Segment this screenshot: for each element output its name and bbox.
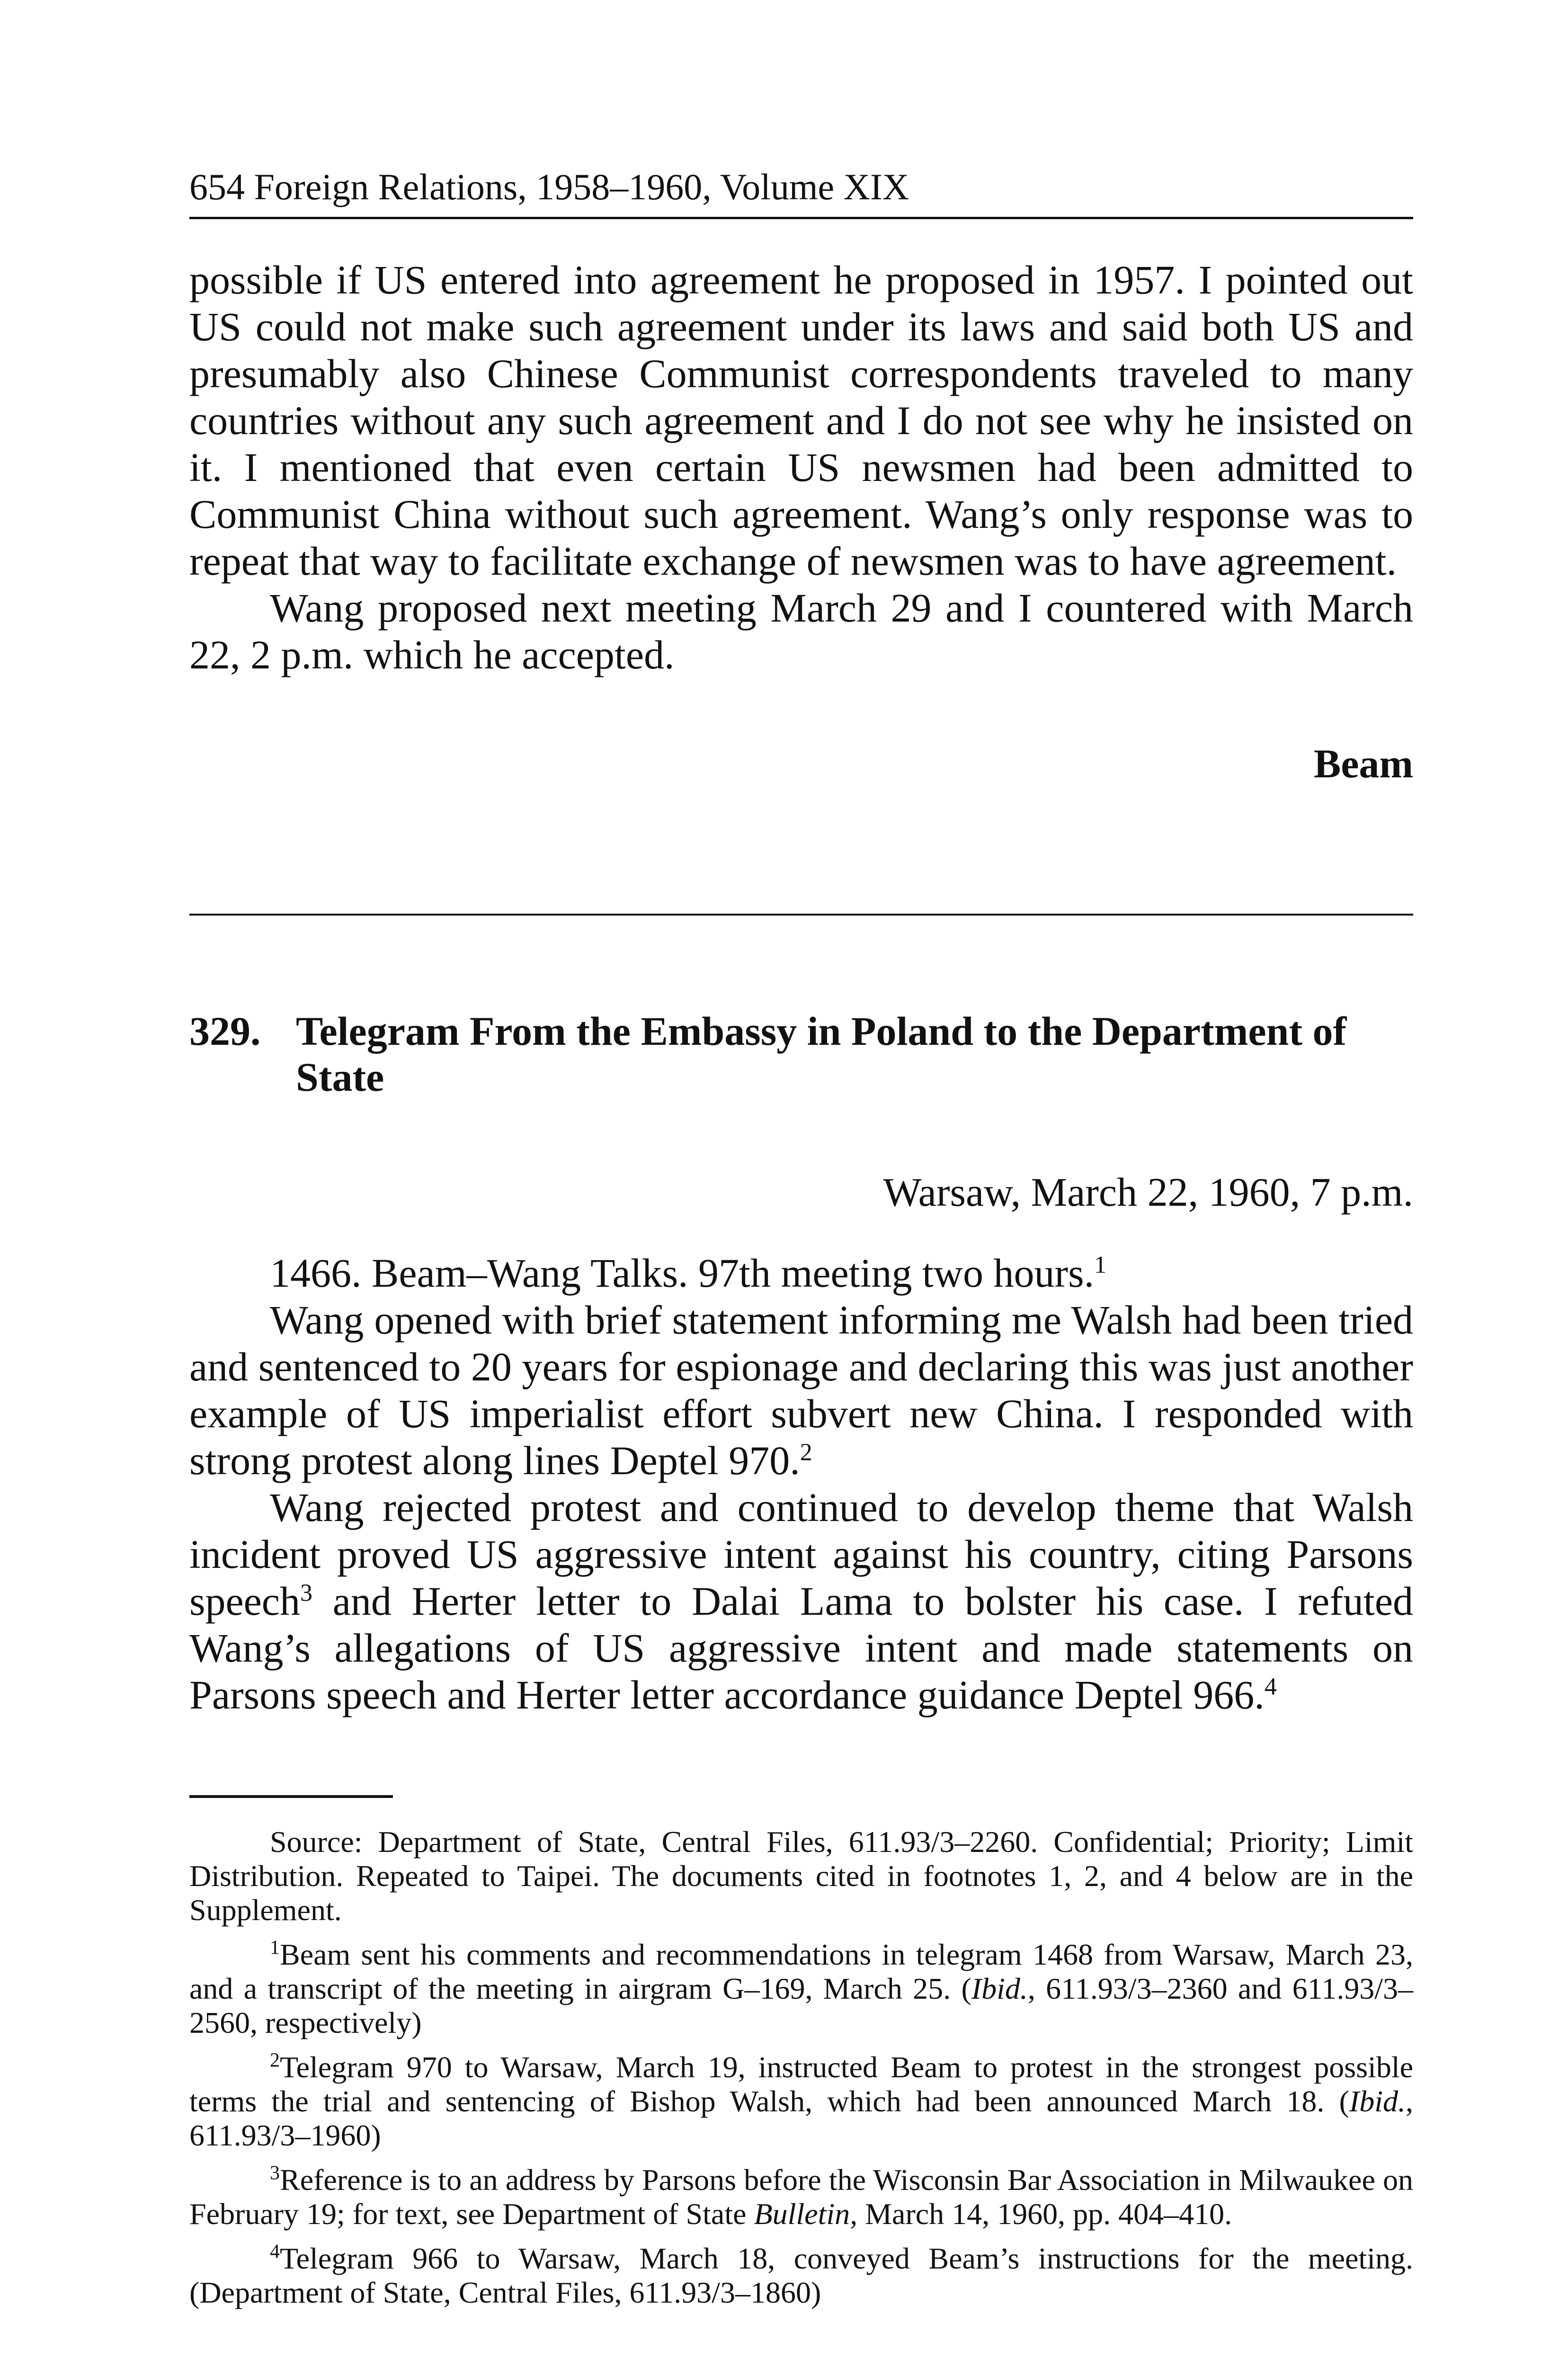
- telegram-paragraph-3: [189, 1484, 1413, 1718]
- continued-paragraph-1: possible if US entered into agreement he proposed in 1957. I pointed out US could not make such agreement under its laws and said both US and presumably also Chinese Communist correspondents traveled to many countries without any such agreement and I do not see why he insisted on it. I mentioned that even certain US newsmen had been admitted to Communist China without such agreement. Wang’s only response was to repeat that way to facilitate exchange of newsmen was to have agreement.: [189, 257, 1413, 584]
- footnote-ref-1: 1: [1094, 1251, 1107, 1279]
- footnote-2-mark: 2: [270, 2049, 280, 2072]
- footnote-4-mark: 4: [270, 2241, 280, 2263]
- footnote-2-text-a: Telegram 970 to Warsaw, March 19, instructed Beam to protest in the strongest possible terms the trial and sentencing of Bishop Walsh, which had been announced March 18. (: [189, 2050, 1413, 2118]
- footnote-ref-2: 2: [800, 1439, 812, 1466]
- continued-text: [189, 257, 1413, 678]
- footnote-4-text: Telegram 966 to Warsaw, March 18, conveyed Beam’s instructions for the meeting. (Department of State, Central Files, 611.93/3–1860): [189, 2242, 1413, 2309]
- footnote-ref-3: 3: [300, 1579, 312, 1607]
- source-note: Source: Department of State, Central Files, 611.93/3–2260. Confidential; Priority; Limit Distribution. Repeated to Taipei. The documents cited in footnotes 1, 2, and 4 below are in the Supplement.: [189, 1825, 1413, 1927]
- signature: Beam: [1313, 741, 1413, 786]
- footnote-3: [189, 2163, 1413, 2231]
- continued-paragraph-2: Wang proposed next meeting March 29 and I countered with March 22, 2 p.m. which he accepted.: [189, 585, 1413, 677]
- footnote-rule: [189, 1795, 393, 1798]
- footnote-3-mark: 3: [270, 2162, 280, 2184]
- footnote-3-text-a: Reference is to an address by Parsons before the Wisconsin Bar Association in Milwaukee on February 19; for text, see Department of State: [189, 2163, 1413, 2231]
- telegram-paragraph-1: [189, 1250, 1413, 1297]
- footnote-1-text-a: Beam sent his comments and recommendations in telegram 1468 from Warsaw, March 23, and a transcript of the meeting in airgram G–169, March 25. (: [189, 1938, 1413, 2005]
- footnote-2-ibid: Ibid.: [1349, 2084, 1406, 2118]
- document-number: 329.: [189, 1008, 261, 1054]
- footnote-2-text-b: , 611.93/3–1960): [189, 2084, 1413, 2152]
- telegram-body: [189, 1250, 1413, 1718]
- telegram-paragraph-3-text-b: and Herter letter to Dalai Lama to bolster his case. I refuted Wang’s allegations of US aggressive intent and made statements on Parsons speech and Herter letter accordance guidance Deptel 966.: [189, 1578, 1413, 1717]
- telegram-paragraph-1-text: 1466. Beam–Wang Talks. 97th meeting two hours.: [270, 1250, 1095, 1296]
- footnotes: [189, 1825, 1413, 2320]
- footnote-1-text-b: , 611.93/3–2360 and 611.93/3–2560, respectively): [189, 1972, 1414, 2039]
- running-head: 654 Foreign Relations, 1958–1960, Volume XIX: [189, 166, 909, 207]
- telegram-paragraph-2: [189, 1297, 1413, 1484]
- footnote-3-bulletin: Bulletin,: [754, 2197, 858, 2231]
- document-heading: [189, 1008, 1413, 1100]
- footnote-1-mark: 1: [270, 1937, 280, 1959]
- telegram-paragraph-2-text: Wang opened with brief statement informing me Walsh had been tried and sentenced to 20 years for espionage and declaring this was just another example of US imperialist effort subvert new China. I responded with strong protest along lines Deptel 970.: [189, 1297, 1413, 1483]
- dateline: Warsaw, March 22, 1960, 7 p.m.: [883, 1169, 1413, 1215]
- section-rule: [189, 914, 1413, 916]
- footnote-4: [189, 2242, 1413, 2310]
- telegram-paragraph-3-text-a: Wang rejected protest and continued to develop theme that Walsh incident proved US aggressive intent against his country, citing Parsons speech: [189, 1485, 1413, 1624]
- footnote-ref-4: 4: [1264, 1673, 1277, 1700]
- footnote-3-text-b: March 14, 1960, pp. 404–410.: [857, 2197, 1232, 2231]
- footnote-1: [189, 1938, 1413, 2040]
- footnote-2: [189, 2050, 1413, 2153]
- header-rule: [189, 217, 1413, 219]
- footnote-1-ibid: Ibid.: [971, 1972, 1028, 2005]
- document-title: Telegram From the Embassy in Poland to the Department of State: [296, 1008, 1347, 1100]
